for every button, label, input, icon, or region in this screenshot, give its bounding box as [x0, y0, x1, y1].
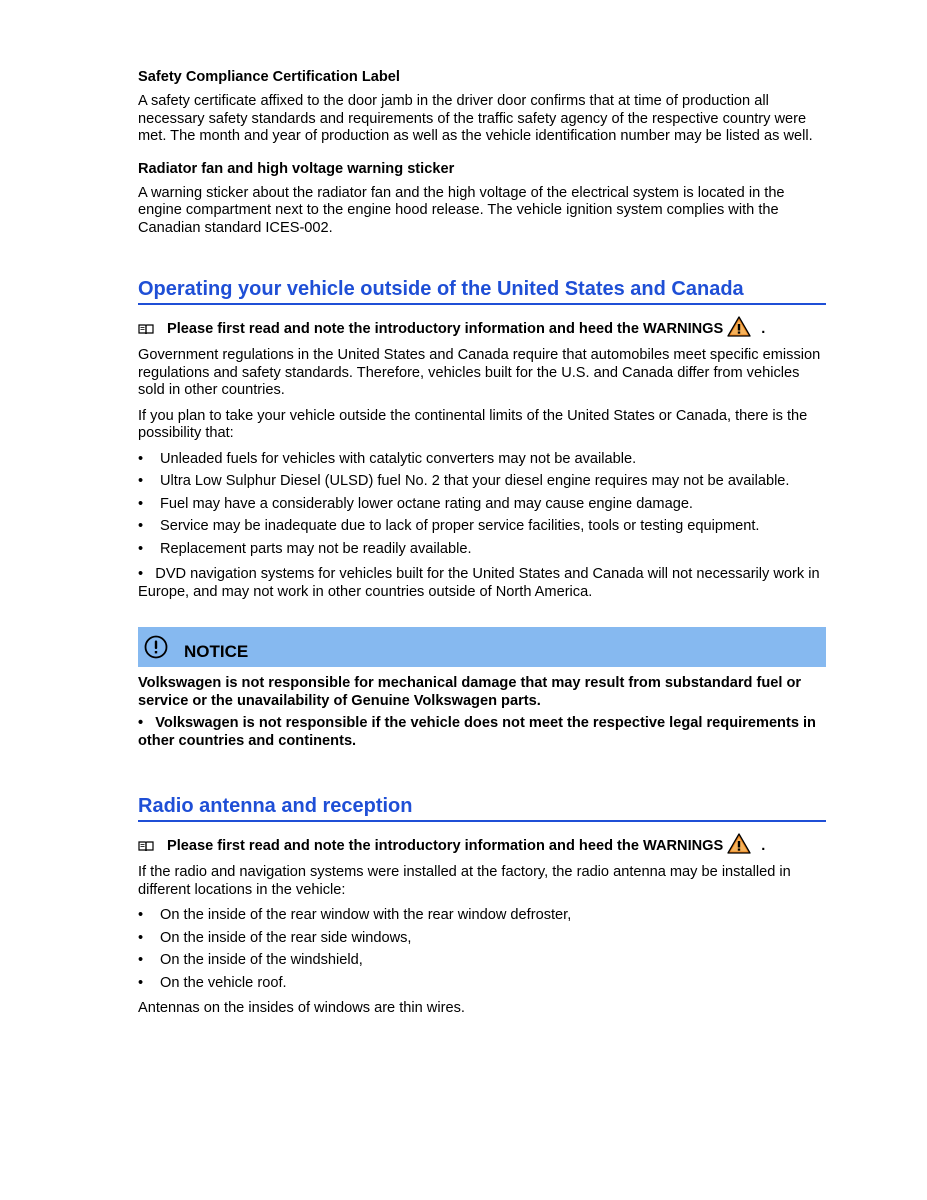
operating-section-title: Operating your vehicle outside of the United States and Canada [138, 276, 826, 305]
radio-intro-text: Please first read and note the introductory information and heed the WARNINGS [167, 838, 724, 854]
list-item-text: On the vehicle roof. [160, 974, 287, 991]
operating-para2: If you plan to take your vehicle outside the continental limits of the United States or Canada, there is the possibility that: [138, 407, 808, 441]
safety-label-heading: Safety Compliance Certification Label [138, 69, 400, 85]
operating-intro [138, 319, 826, 339]
list-item [138, 473, 826, 491]
operating-intro-end: . [761, 321, 766, 337]
operating-bullet-list [138, 451, 826, 559]
list-item-text: Fuel may have a considerably lower octane rating and may cause engine damage. [160, 495, 693, 512]
bullet-dot: • [138, 540, 144, 557]
notice-exclamation-icon [144, 635, 168, 659]
list-item-text: Unleaded fuels for vehicles with catalytic converters may not be available. [160, 450, 637, 467]
list-item [138, 952, 826, 970]
operating-para1: Government regulations in the United States and Canada require that automobiles meet specific emission regulations and safety standards. Therefore, vehicles built for the U.S. and Canada differ from vehicles sold in other countries. [138, 347, 821, 398]
list-item [138, 930, 826, 948]
list-item [138, 907, 826, 925]
radio-section-title: Radio antenna and reception [138, 793, 826, 822]
notice-line1: Volkswagen is not responsible for mechanical damage that may result from substandard fuel or service or the unavailability of Genuine Volkswagen parts. [138, 675, 802, 709]
warning-triangle-icon [727, 316, 751, 337]
list-item [138, 496, 826, 514]
book-icon [138, 323, 154, 335]
radio-intro [138, 836, 826, 856]
notice-label: NOTICE [184, 642, 249, 661]
bullet-dot: • [138, 495, 144, 512]
bullet-dot: • [138, 518, 144, 534]
list-item-text: Ultra Low Sulphur Diesel (ULSD) fuel No. 2 that your diesel engine requires may not be available. [160, 473, 790, 489]
bullet-dot: • [138, 952, 144, 968]
bullet-dot: • [138, 450, 144, 467]
notice-banner [138, 627, 826, 667]
radio-closing: Antennas on the insides of windows are thin wires. [138, 1000, 465, 1016]
dvd-bullet-text: DVD navigation systems for vehicles built for the United States and Canada will not necessarily work in Europe, and may not work in other countries outside of North America. [138, 566, 820, 600]
bullet-dot: • [138, 566, 144, 582]
bullet-dot: • [138, 929, 144, 946]
list-item [138, 451, 826, 469]
operating-intro-text: Please first read and note the introductory information and heed the WARNINGS [167, 321, 724, 337]
bullet-dot: • [138, 715, 144, 731]
safety-label-body: A safety certificate affixed to the door jamb in the driver door confirms that at time of production all necessary safety standards and requirements of the traffic safety agency of the respective country were met. The month and year of production as well as the vehicle identification number may be listed as well. [138, 93, 813, 144]
notice-line2 [138, 715, 826, 750]
list-item-text: Service may be inadequate due to lack of proper service facilities, tools or testing equipment. [160, 518, 760, 534]
list-item [138, 518, 826, 536]
list-item-text: On the inside of the windshield, [160, 952, 363, 968]
radio-para1: If the radio and navigation systems were installed at the factory, the radio antenna may be installed in different locations in the vehicle: [138, 864, 791, 898]
book-icon [138, 840, 154, 852]
radiator-body: A warning sticker about the radiator fan and the high voltage of the electrical system is located in the engine compartment next to the engine hood release. The vehicle ignition system complies with the Canadian standard ICES-002. [138, 184, 785, 236]
manual-page [138, 68, 826, 1026]
list-item [138, 975, 826, 993]
dvd-bullet [138, 566, 826, 601]
notice-line2-text: Volkswagen is not responsible if the vehicle does not meet the respective legal requirements in other countries and continents. [138, 715, 816, 749]
radiator-heading: Radiator fan and high voltage warning sticker [138, 160, 455, 177]
radio-intro-end: . [761, 838, 766, 854]
bullet-dot: • [138, 974, 144, 991]
list-item-text: On the inside of the rear side windows, [160, 929, 412, 946]
list-item [138, 541, 826, 559]
list-item-text: Replacement parts may not be readily available. [160, 540, 472, 557]
list-item-text: On the inside of the rear window with the rear window defroster, [160, 907, 572, 923]
warning-triangle-icon [727, 833, 751, 854]
bullet-dot: • [138, 473, 144, 489]
radio-bullet-list [138, 907, 826, 992]
bullet-dot: • [138, 907, 144, 923]
